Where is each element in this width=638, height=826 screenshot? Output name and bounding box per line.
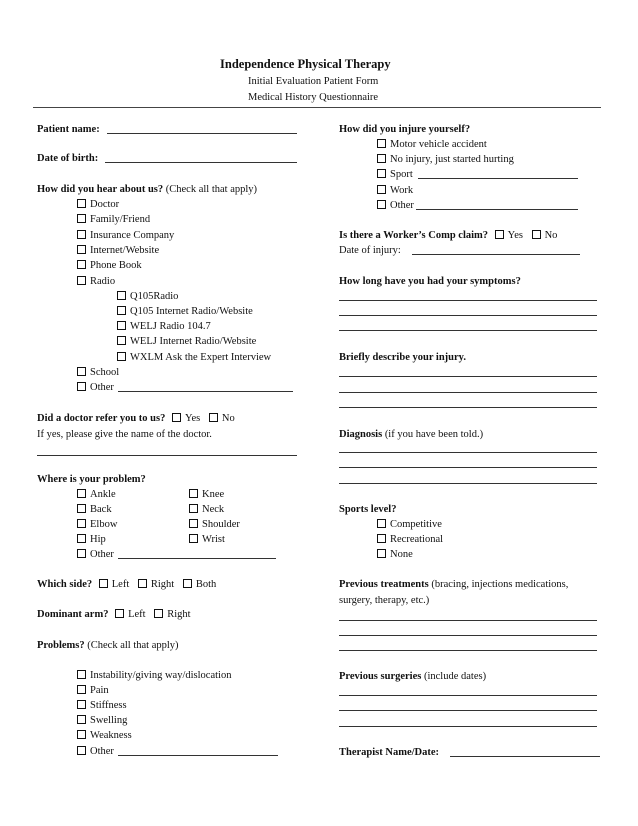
problems-other-option[interactable]: Other (77, 745, 114, 758)
checkbox-icon[interactable] (77, 504, 86, 513)
checkbox-icon[interactable] (189, 534, 198, 543)
problems-instability-option[interactable]: Instability/giving way/dislocation (77, 669, 231, 682)
treatments-line-3[interactable] (339, 650, 597, 651)
problems-question: Problems? (Check all that apply) (37, 640, 179, 651)
patient-name-label: Patient name: (37, 124, 100, 135)
workers-comp-question: Is there a Worker’s Comp claim? Yes No (339, 230, 558, 241)
problem-shoulder-option[interactable]: Shoulder (189, 518, 240, 531)
checkbox-icon[interactable] (77, 730, 86, 739)
checkbox-icon[interactable] (183, 579, 192, 588)
hear-phonebook-option[interactable]: Phone Book (77, 259, 142, 272)
diagnosis-line-3[interactable] (339, 483, 597, 484)
radio-welj-internet-option[interactable]: WELJ Internet Radio/Website (117, 335, 256, 348)
problems-pain-option[interactable]: Pain (77, 684, 109, 697)
diagnosis-question: Diagnosis (if you have been told.) (339, 429, 484, 440)
problem-back-option[interactable]: Back (77, 503, 112, 516)
checkbox-icon[interactable] (115, 609, 124, 618)
checkbox-icon[interactable] (117, 336, 126, 345)
sports-question: Sports level? (339, 504, 397, 515)
doctor-refer-question: Did a doctor refer you to us? Yes No (37, 413, 235, 424)
checkbox-icon[interactable] (532, 230, 541, 239)
injure-other-field[interactable] (416, 209, 578, 210)
radio-welj-option[interactable]: WELJ Radio 104.7 (117, 320, 211, 333)
problems-stiffness-option[interactable]: Stiffness (77, 699, 127, 712)
checkbox-icon[interactable] (77, 489, 86, 498)
problem-neck-option[interactable]: Neck (189, 503, 224, 516)
doctor-name-field[interactable] (37, 455, 297, 456)
problems-swelling-option[interactable]: Swelling (77, 714, 127, 727)
checkbox-icon[interactable] (377, 169, 386, 178)
checkbox-icon[interactable] (495, 230, 504, 239)
treatments-line-2[interactable] (339, 635, 597, 636)
checkbox-icon[interactable] (77, 746, 86, 755)
diagnosis-line-1[interactable] (339, 452, 597, 453)
checkbox-icon[interactable] (77, 260, 86, 269)
sports-recreational-option[interactable]: Recreational (377, 533, 443, 546)
checkbox-icon[interactable] (138, 579, 147, 588)
hear-school-option[interactable]: School (77, 366, 119, 379)
injure-none-option[interactable]: No injury, just started hurting (377, 153, 514, 166)
injury-date-label: Date of injury: (339, 245, 401, 256)
doctor-name-prompt: If yes, please give the name of the doctor. (37, 429, 212, 440)
hear-other-field[interactable] (118, 391, 293, 392)
checkbox-icon[interactable] (77, 367, 86, 376)
checkbox-icon[interactable] (77, 214, 86, 223)
problem-other-field[interactable] (118, 558, 276, 559)
patient-name-field[interactable] (107, 133, 297, 134)
page-title: Independence Physical Therapy (220, 57, 391, 71)
surgeries-question: Previous surgeries (include dates) (339, 671, 487, 682)
therapist-field[interactable] (450, 756, 600, 757)
surgeries-line-3[interactable] (339, 726, 597, 727)
hear-question: How did you hear about us? (Check all that apply) (37, 184, 258, 195)
injure-other-option[interactable]: Other (377, 199, 414, 212)
checkbox-icon[interactable] (77, 382, 86, 391)
describe-line-3[interactable] (339, 407, 597, 408)
checkbox-icon[interactable] (172, 413, 181, 422)
form-subtitle-2: Medical History Questionnaire (248, 92, 379, 103)
describe-question: Briefly describe your injury. (339, 352, 466, 363)
checkbox-icon[interactable] (77, 245, 86, 254)
treatments-line-1[interactable] (339, 620, 597, 621)
problem-elbow-option[interactable]: Elbow (77, 518, 117, 531)
describe-line-1[interactable] (339, 376, 597, 377)
hear-insurance-option[interactable]: Insurance Company (77, 229, 174, 242)
sports-competitive-option[interactable]: Competitive (377, 518, 442, 531)
header-divider (33, 107, 601, 108)
checkbox-icon[interactable] (77, 519, 86, 528)
describe-line-2[interactable] (339, 392, 597, 393)
surgeries-line-1[interactable] (339, 695, 597, 696)
injure-question: How did you injure yourself? (339, 124, 471, 135)
treatments-question: Previous treatments (bracing, injections medications, (339, 579, 569, 590)
checkbox-icon[interactable] (377, 534, 386, 543)
problem-hip-option[interactable]: Hip (77, 533, 106, 546)
checkbox-icon[interactable] (154, 609, 163, 618)
checkbox-icon[interactable] (189, 504, 198, 513)
dob-label: Date of birth: (37, 153, 99, 164)
injure-motor-option[interactable]: Motor vehicle accident (377, 138, 487, 151)
surgeries-line-2[interactable] (339, 710, 597, 711)
checkbox-icon[interactable] (77, 715, 86, 724)
checkbox-icon[interactable] (77, 670, 86, 679)
checkbox-icon[interactable] (117, 291, 126, 300)
problem-question: Where is your problem? (37, 474, 146, 485)
symptoms-line-2[interactable] (339, 315, 597, 316)
checkbox-icon[interactable] (77, 549, 86, 558)
symptoms-question: How long have you had your symptoms? (339, 276, 521, 287)
checkbox-icon[interactable] (77, 276, 86, 285)
checkbox-icon[interactable] (77, 700, 86, 709)
hear-doctor-option[interactable]: Doctor (77, 198, 119, 211)
form-subtitle: Initial Evaluation Patient Form (248, 76, 379, 87)
problem-wrist-option[interactable]: Wrist (189, 533, 225, 546)
sports-none-option[interactable]: None (377, 548, 413, 561)
checkbox-icon[interactable] (377, 549, 386, 558)
hear-internet-option[interactable]: Internet/Website (77, 244, 159, 257)
injure-work-option[interactable]: Work (377, 184, 413, 197)
radio-wxlm-option[interactable]: WXLM Ask the Expert Interview (117, 351, 271, 364)
injure-sport-field[interactable] (418, 178, 578, 179)
checkbox-icon[interactable] (117, 306, 126, 315)
checkbox-icon[interactable] (99, 579, 108, 588)
checkbox-icon[interactable] (377, 154, 386, 163)
checkbox-icon[interactable] (117, 352, 126, 361)
dob-field[interactable] (105, 162, 297, 163)
treatments-note: surgery, therapy, etc.) (339, 595, 430, 606)
dominant-question: Dominant arm? Left Right (37, 609, 191, 620)
radio-q105-option[interactable]: Q105Radio (117, 290, 178, 303)
checkbox-icon[interactable] (117, 321, 126, 330)
therapist-label: Therapist Name/Date: (339, 747, 440, 758)
checkbox-icon[interactable] (377, 185, 386, 194)
problems-weakness-option[interactable]: Weakness (77, 729, 132, 742)
checkbox-icon[interactable] (377, 519, 386, 528)
checkbox-icon[interactable] (189, 489, 198, 498)
hear-other-option[interactable]: Other (77, 381, 114, 394)
radio-q105-internet-option[interactable]: Q105 Internet Radio/Website (117, 305, 253, 318)
checkbox-icon[interactable] (377, 139, 386, 148)
diagnosis-line-2[interactable] (339, 467, 597, 468)
side-question: Which side? Left Right Both (37, 579, 217, 590)
checkbox-icon[interactable] (189, 519, 198, 528)
checkbox-icon[interactable] (77, 199, 86, 208)
checkbox-icon[interactable] (77, 230, 86, 239)
problem-knee-option[interactable]: Knee (189, 488, 224, 501)
hear-family-option[interactable]: Family/Friend (77, 213, 150, 226)
checkbox-icon[interactable] (209, 413, 218, 422)
symptoms-line-3[interactable] (339, 330, 597, 331)
injure-sport-option[interactable]: Sport (377, 168, 413, 181)
problem-ankle-option[interactable]: Ankle (77, 488, 116, 501)
checkbox-icon[interactable] (377, 200, 386, 209)
problem-other-option[interactable]: Other (77, 548, 114, 561)
symptoms-line-1[interactable] (339, 300, 597, 301)
hear-radio-option[interactable]: Radio (77, 275, 115, 288)
problems-other-field[interactable] (118, 755, 278, 756)
injury-date-field[interactable] (412, 254, 580, 255)
checkbox-icon[interactable] (77, 685, 86, 694)
checkbox-icon[interactable] (77, 534, 86, 543)
